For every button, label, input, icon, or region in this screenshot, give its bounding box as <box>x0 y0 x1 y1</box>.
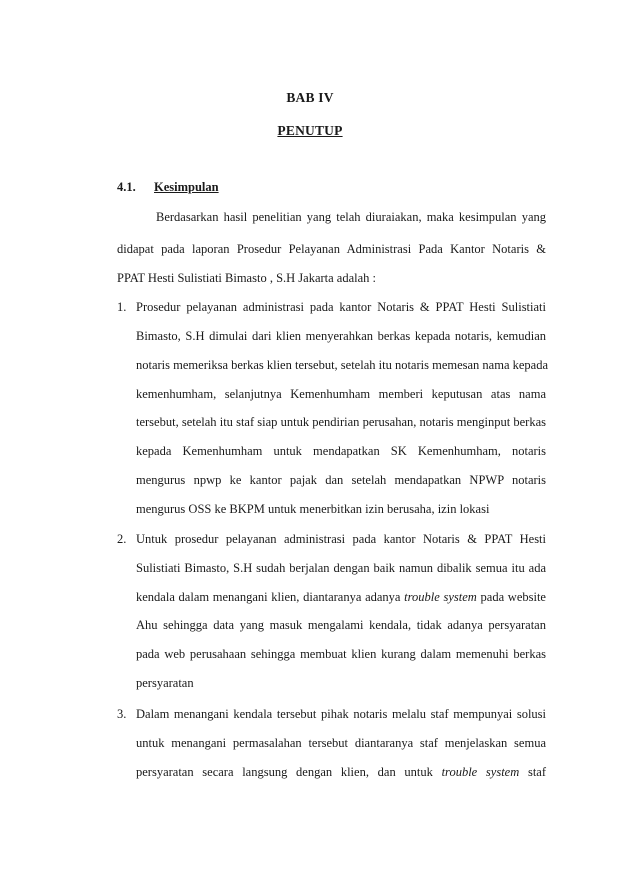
intro-line-3: PPAT Hesti Sulistiati Bimasto , S.H Jakarta adalah : <box>117 271 377 285</box>
item2-emphasis: trouble system <box>404 590 477 604</box>
intro-line-2: didapat pada laporan Prosedur Pelayanan Administrasi Pada Kantor Notaris & <box>117 242 546 256</box>
chapter-title: PENUTUP <box>277 123 343 138</box>
item2-line-6: persyaratan <box>136 676 194 690</box>
item2-line-3 <box>136 583 546 612</box>
section-title: Kesimpulan <box>154 180 219 194</box>
item1-line-6: kepada Kemenhumham untuk mendapatkan SK Kemenhumham, notaris <box>136 444 546 458</box>
item3-line-3 <box>136 758 546 787</box>
item2-line-1: Untuk prosedur pelayanan administrasi pada kantor Notaris & PPAT Hesti <box>136 532 546 546</box>
item1-line-7: mengurus npwp ke kantor pajak dan setelah mendapatkan NPWP notaris <box>136 473 546 487</box>
item3-line-3-text-a: persyaratan secara langsung dengan klien, dan untuk <box>136 765 433 779</box>
item2-line-3-text-a: kendala dalam menangani klien, diantaranya adanya <box>136 590 401 604</box>
chapter-heading: BAB IV <box>286 90 334 105</box>
section-number: 4.1. <box>117 180 136 194</box>
item1-line-4: kemenhumham, selanjutnya Kemenhumham memberi keputusan atas nama <box>136 387 546 401</box>
item2-line-3-text-b: pada website <box>480 590 546 604</box>
list-number-1: 1. <box>117 300 127 314</box>
item1-line-3: notaris memeriksa berkas klien tersebut, setelah itu notaris memesan nama kepada <box>136 358 549 372</box>
item3-line-1: Dalam menangani kendala tersebut pihak notaris melalu staf mempunyai solusi <box>136 707 546 721</box>
item2-line-2: Sulistiati Bimasto, S.H sudah berjalan dengan baik namun dibalik semua itu ada <box>136 561 546 575</box>
item2-line-4: Ahu sehingga data yang masuk mengalami kendala, tidak adanya persyaratan <box>136 618 546 632</box>
item3-line-3-text-b: staf <box>527 765 547 779</box>
item3-line-2: untuk menangani permasalahan tersebut diantaranya staf menjelaskan semua <box>136 736 546 750</box>
list-number-3: 3. <box>117 707 127 721</box>
item1-line-8: mengurus OSS ke BKPM untuk menerbitkan izin berusaha, izin lokasi <box>136 502 490 516</box>
item1-line-1: Prosedur pelayanan administrasi pada kantor Notaris & PPAT Hesti Sulistiati <box>136 300 546 314</box>
item2-line-5: pada web perusahaan sehingga membuat klien kurang dalam memenuhi berkas <box>136 647 546 661</box>
intro-line-1: Berdasarkan hasil penelitian yang telah diuraiakan, maka kesimpulan yang <box>156 210 546 224</box>
list-number-2: 2. <box>117 532 127 546</box>
section-heading <box>117 180 219 195</box>
item1-line-2: Bimasto, S.H dimulai dari klien menyerahkan berkas kepada notaris, kemudian <box>136 329 546 343</box>
item3-emphasis: trouble system <box>441 765 520 779</box>
item1-line-5: tersebut, setelah itu staf siap untuk pendirian perusahan, notaris menginput berkas <box>136 415 546 429</box>
